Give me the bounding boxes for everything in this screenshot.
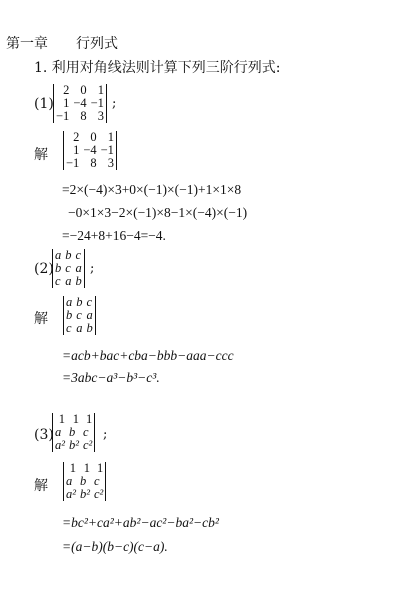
cell: 2 <box>63 83 70 97</box>
cell: 1 <box>72 412 79 426</box>
solution-label-2: 解 <box>34 311 48 327</box>
cell: c <box>83 425 89 439</box>
cell: 0 <box>80 83 87 97</box>
cell: b <box>66 308 73 322</box>
cell: c² <box>83 438 93 452</box>
problem-label-3: (3) <box>34 427 54 443</box>
cell: c <box>55 274 61 288</box>
determinant-2 <box>52 249 85 288</box>
cell: 1 <box>97 83 104 97</box>
cell: −1 <box>66 156 80 170</box>
chapter-title: 第一章 <box>6 36 48 52</box>
determinant-1 <box>53 84 107 123</box>
problem-trail-2: ; <box>90 261 95 276</box>
cell: b <box>55 261 62 275</box>
cell: 3 <box>97 109 104 123</box>
cell: c <box>76 308 82 322</box>
problem-label-1: (1) <box>34 96 54 112</box>
cell: c <box>65 261 71 275</box>
determinant-3 <box>52 413 95 452</box>
cell: 1 <box>97 461 104 475</box>
cell: b <box>65 248 72 262</box>
solution-label-1: 解 <box>34 147 48 163</box>
cell: a <box>65 274 72 288</box>
cell: a <box>75 261 82 275</box>
cell: 3 <box>107 156 114 170</box>
solution-step: =(a−b)(b−c)(c−a). <box>62 539 168 554</box>
cell: c <box>75 248 82 262</box>
cell: 1 <box>63 96 70 110</box>
problem-trail-1: ; <box>112 96 117 111</box>
cell: b <box>76 295 83 309</box>
cell: a <box>86 308 93 322</box>
cell: a² <box>55 438 65 452</box>
cell: −1 <box>56 109 70 123</box>
cell: 1 <box>73 143 80 157</box>
cell: c² <box>94 487 104 501</box>
chapter-heading <box>6 33 118 53</box>
cell: −4 <box>83 143 97 157</box>
cell: 1 <box>58 412 65 426</box>
problem-label-2: (2) <box>34 261 54 277</box>
cell: 8 <box>90 156 97 170</box>
cell: a² <box>66 487 76 501</box>
solution-step: =3abc−a³−b³−c³. <box>62 370 160 385</box>
solution-step: =−24+8+16−4=−4. <box>62 228 166 243</box>
solution-step: =acb+bac+cba−bbb−aaa−ccc <box>62 348 234 363</box>
cell: a <box>66 474 73 488</box>
solution-step: =bc²+ca²+ab²−ac²−ba²−cb² <box>62 515 219 530</box>
cell: c <box>94 474 100 488</box>
cell: −4 <box>73 96 87 110</box>
cell: a <box>66 295 73 309</box>
cell: 1 <box>86 412 93 426</box>
cell: c <box>66 321 72 335</box>
determinant-1-solution <box>63 131 117 170</box>
solution-step: =2×(−4)×3+0×(−1)×(−1)+1×1×8 <box>62 182 242 197</box>
cell: 1 <box>69 461 76 475</box>
cell: −1 <box>90 96 104 110</box>
cell: b <box>80 474 87 488</box>
cell: 8 <box>80 109 87 123</box>
problem-trail-3: ; <box>103 427 108 442</box>
cell: 1 <box>83 461 90 475</box>
cell: −1 <box>100 143 114 157</box>
cell: 2 <box>73 130 80 144</box>
cell: b² <box>80 487 90 501</box>
solution-step: −0×1×3−2×(−1)×8−1×(−4)×(−1) <box>68 205 248 220</box>
cell: 0 <box>90 130 97 144</box>
solution-label-3: 解 <box>34 478 48 494</box>
chapter-subtitle: 行列式 <box>76 36 118 52</box>
cell: b² <box>69 438 79 452</box>
cell: b <box>69 425 76 439</box>
cell: a <box>55 248 62 262</box>
cell: 1 <box>107 130 114 144</box>
cell: a <box>55 425 62 439</box>
cell: b <box>86 321 93 335</box>
cell: b <box>75 274 82 288</box>
determinant-3-solution <box>63 462 106 501</box>
cell: a <box>76 321 83 335</box>
determinant-2-solution <box>63 296 96 335</box>
problem-intro: 1. 利用对角线法则计算下列三阶行列式: <box>34 60 281 76</box>
cell: c <box>86 295 93 309</box>
